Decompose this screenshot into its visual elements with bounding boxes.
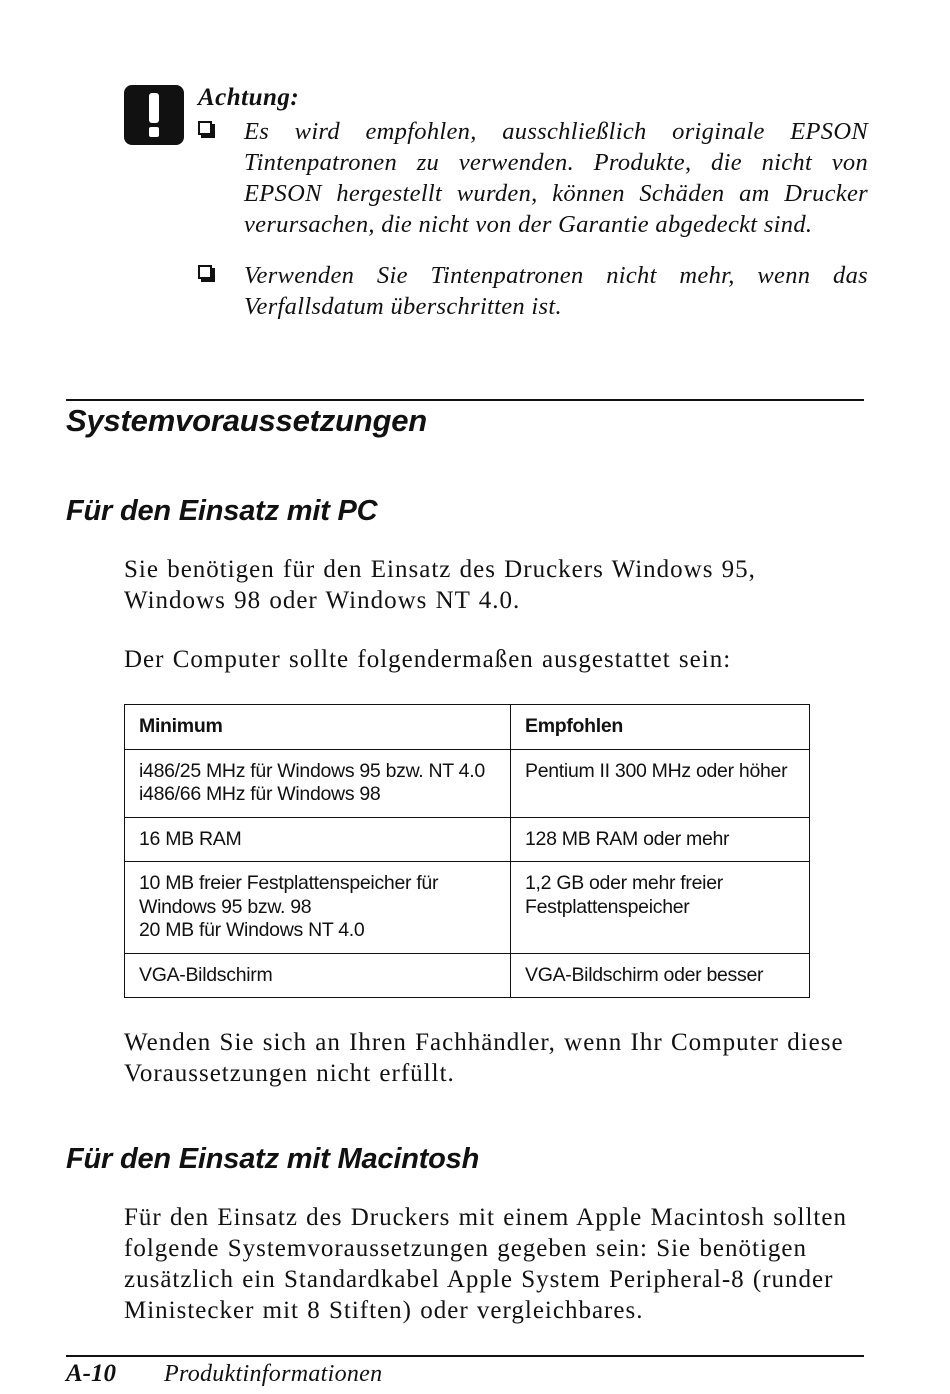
header-minimum: Minimum (125, 705, 511, 750)
checkbox-bullet-icon (198, 121, 212, 135)
cell-line: 10 MB freier Festplattenspeicher für (139, 872, 439, 894)
cell-line: i486/66 MHz für Windows 98 (139, 783, 381, 805)
page-number: A-10 (66, 1360, 116, 1387)
cell-recommended (511, 862, 810, 954)
pc-intro: Sie benötigen für den Einsatz des Druckers Windows 95, Windows 98 oder Windows NT 4.0. (124, 556, 756, 614)
table-row (125, 817, 810, 862)
cell-minimum (125, 817, 511, 862)
requirements-table (124, 704, 810, 998)
caution-item (198, 260, 868, 322)
caution-item (198, 116, 868, 240)
mac-heading: Für den Einsatz mit Macintosh (66, 1143, 480, 1175)
caution-icon (124, 85, 184, 145)
pc-heading: Für den Einsatz mit PC (66, 495, 378, 527)
caution-item-text: Es wird empfohlen, ausschließlich originale EPSON Tintenpatronen zu verwenden. Produkte, die nicht von EPSON hergestellt wurden, können Schäden am Drucker verursachen, die nicht von der Garantie abgedeckt sind. (244, 118, 868, 238)
checkbox-bullet-icon (198, 265, 212, 279)
cell-line: Festplattenspeicher (525, 895, 690, 918)
caution-title: Achtung: (198, 84, 300, 111)
pc-lead: Der Computer sollte folgendermaßen ausgestattet sein: (124, 646, 732, 673)
mac-text: Für den Einsatz des Druckers mit einem Apple Macintosh sollten folgende Systemvoraussetzungen gegeben sein: Sie benötigen zusätzlich ein Standardkabel Apple System Peripheral-8 (runder Ministecker mit 8 Stiften) oder vergleichbares. (124, 1204, 847, 1324)
section-title: Systemvoraussetzungen (66, 403, 428, 438)
cell-recommended (511, 953, 810, 998)
table-header-row (125, 705, 810, 750)
pc-note: Wenden Sie sich an Ihren Fachhändler, wenn Ihr Computer diese Voraussetzungen nicht erfüllt. (124, 1029, 844, 1087)
cell-line: Pentium II 300 MHz oder höher (525, 759, 788, 782)
table-row (125, 862, 810, 954)
cell-recommended (511, 749, 810, 817)
cell-minimum (125, 953, 511, 998)
section-rule (66, 399, 864, 401)
cell-recommended (511, 817, 810, 862)
cell-line: VGA-Bildschirm (139, 963, 273, 986)
table-row (125, 749, 810, 817)
table-row (125, 953, 810, 998)
cell-line: 20 MB für Windows NT 4.0 (139, 919, 365, 941)
cell-line: Windows 95 bzw. 98 (139, 895, 312, 918)
cell-minimum (125, 749, 511, 817)
cell-line: 128 MB RAM oder mehr (525, 827, 730, 850)
cell-line: 1,2 GB oder mehr freier (525, 872, 723, 894)
cell-line: 16 MB RAM (139, 827, 242, 850)
footer-rule (66, 1355, 864, 1357)
header-recommended: Empfohlen (511, 705, 810, 750)
cell-line: i486/25 MHz für Windows 95 bzw. NT 4.0 (139, 759, 485, 782)
caution-item-text: Verwenden Sie Tintenpatronen nicht mehr, wenn das Verfallsdatum überschritten ist. (244, 262, 868, 320)
cell-minimum (125, 862, 511, 954)
footer-title: Produktinformationen (164, 1361, 383, 1387)
cell-line: VGA-Bildschirm oder besser (525, 963, 764, 986)
